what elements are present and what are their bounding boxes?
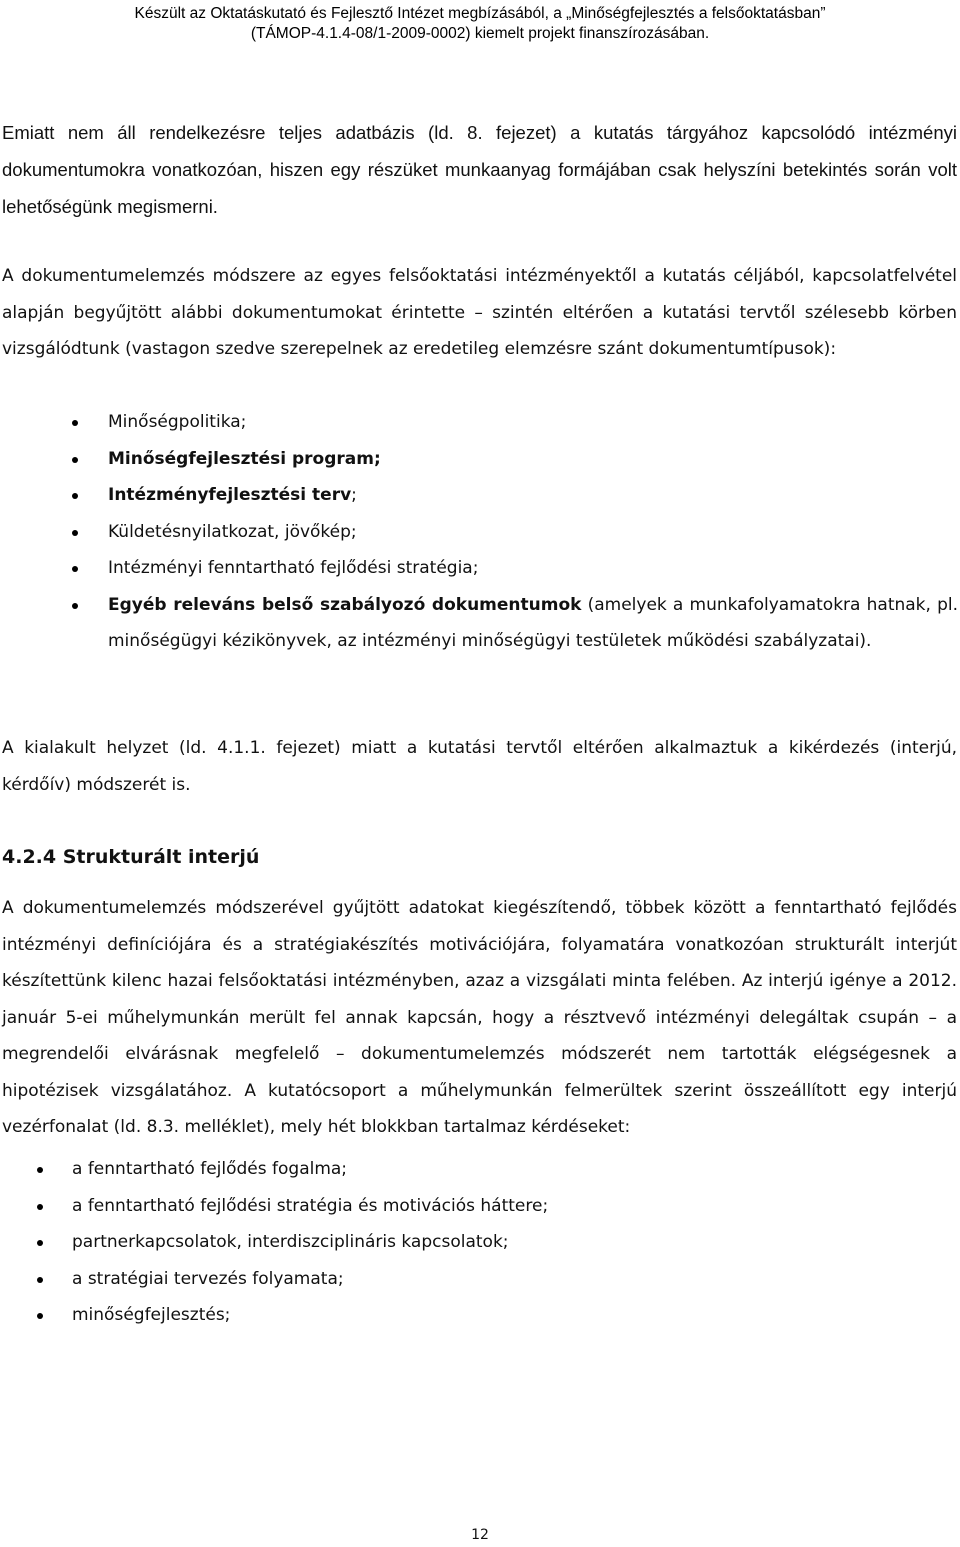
question-block-list: [72, 1151, 957, 1334]
bullet-icon: [72, 420, 78, 426]
document-type-item: Intézményfejlesztési terv;: [108, 477, 958, 514]
document-type-item: Minőségpolitika;: [108, 404, 958, 441]
bullet-icon: [72, 603, 78, 609]
document-type-item: Egyéb releváns belső szabályozó dokumentumok (amelyek a munkafolyamatokra hatnak, pl. minőségügyi kézikönyvek, az intézményi minőségügyi testületek működési szabályzatai).: [108, 587, 958, 660]
document-type-list: [108, 404, 958, 660]
bullet-icon: [37, 1240, 43, 1246]
question-block-item: a fenntartható fejlődési stratégia és motivációs háttere;: [72, 1188, 957, 1225]
bullet-icon: [72, 457, 78, 463]
question-block-item: a stratégiai tervezés folyamata;: [72, 1261, 957, 1298]
intro-paragraph: Emiatt nem áll rendelkezésre teljes adatbázis (ld. 8. fejezet) a kutatás tárgyához kapcsolódó intézményi dokumentumokra vonatkozóan, hiszen egy részüket munkaanyag formájában csak helyszíni betekintés során volt lehetőségünk megismerni.: [2, 122, 957, 217]
bullet-icon: [37, 1313, 43, 1319]
document-type-item: Küldetésnyilatkozat, jövőkép;: [108, 514, 958, 551]
header-line-2: (TÁMOP-4.1.4-08/1-2009-0002) kiemelt projekt finanszírozásában.: [250, 25, 710, 42]
question-block-item: partnerkapcsolatok, interdiszciplináris kapcsolatok;: [72, 1224, 957, 1261]
bullet-icon: [72, 530, 78, 536]
section-heading: 4.2.4 Strukturált interjú: [2, 846, 260, 868]
bullet-icon: [72, 493, 78, 499]
situation-paragraph: A kialakult helyzet (ld. 4.1.1. fejezet) miatt a kutatási tervtől eltérően alkalmaztuk a kikérdezés (interjú, kérdőív) módszerét is.: [2, 738, 957, 795]
header-line-1: Készült az Oktatáskutató és Fejlesztő Intézet megbízásából, a „Minőségfejlesztés a felsőoktatásban”: [134, 5, 826, 22]
document-type-item: Minőségfejlesztési program;: [108, 441, 958, 478]
interview-paragraph: A dokumentumelemzés módszerével gyűjtött adatokat kiegészítendő, többek között a fenntartható fejlődés intézményi definíciójára és a stratégiakészítés motivációjára, folyamatára vonatkozóan strukturált interjút készítettünk kilenc hazai felsőoktatási intézményben, azaz a vizsgálati minta felében. Az interjú igénye a 2012. január 5-ei műhelymunkán merült fel annak kapcsán, hogy a résztvevő intézményi delegáltak csupán – a megrendelői elvárásnak megfelelő – dokumentumelemzés módszerét nem tartották elégségesnek a hipotézisek vizsgálatához. A kutatócsoport a műhelymunkán felmerültek szerint összeállított egy interjú vezérfonalat (ld. 8.3. melléklet), mely hét blokkban tartalmaz kérdéseket:: [2, 898, 957, 1137]
question-block-item: a fenntartható fejlődés fogalma;: [72, 1151, 957, 1188]
page-header: [0, 4, 960, 44]
bullet-icon: [37, 1277, 43, 1283]
method-paragraph: A dokumentumelemzés módszere az egyes felsőoktatási intézményektől a kutatás céljából, kapcsolatfelvétel alapján begyűjtött alábbi dokumentumokat érintette – szintén eltérően a kutatási tervtől szélesebb körben vizsgálódtunk (vastagon szedve szerepelnek az eredetileg elemzésre szánt dokumentumtípusok):: [2, 266, 957, 359]
bullet-icon: [37, 1167, 43, 1173]
bullet-icon: [37, 1204, 43, 1210]
bullet-icon: [72, 566, 78, 572]
question-block-item: minőségfejlesztés;: [72, 1297, 957, 1334]
page-number: 12: [471, 1527, 489, 1543]
document-type-item: Intézményi fenntartható fejlődési stratégia;: [108, 550, 958, 587]
